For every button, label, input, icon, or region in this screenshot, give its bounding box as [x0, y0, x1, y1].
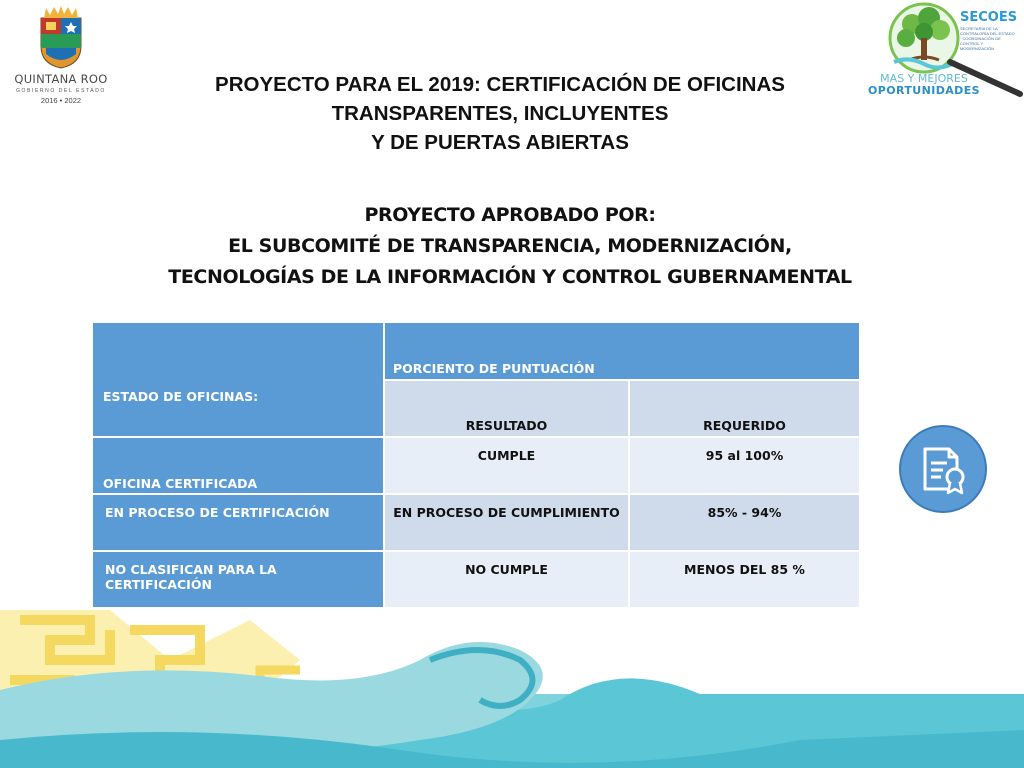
table-row-required: 85% - 94% [630, 495, 859, 550]
secoes-logo [868, 0, 1024, 104]
table-row-result: EN PROCESO DE CUMPLIMIENTO [385, 495, 628, 550]
state-name: QUINTANA ROO [14, 72, 108, 86]
state-shield-icon [36, 6, 86, 70]
table-header-result: RESULTADO [385, 381, 628, 436]
quintana-roo-logo [8, 4, 114, 108]
page-title [140, 70, 860, 157]
title-line-3: Y DE PUERTAS ABIERTAS [371, 131, 629, 154]
secoes-subtitle: SECRETARÍA DE LA CONTRALORÍA DEL ESTADO · COORDINACIÓN DE CONTROL Y MODERNIZACIÓN [960, 26, 1015, 51]
decorative-waves [0, 600, 1024, 768]
secoes-title: SECOES [960, 10, 1018, 25]
title-line-2: TRANSPARENTES, INCLUYENTES [331, 102, 669, 125]
approved-line-2: EL SUBCOMITÉ DE TRANSPARENCIA, MODERNIZACIÓN, [228, 235, 792, 257]
certification-table [92, 322, 860, 608]
table-row-state: OFICINA CERTIFICADA [93, 438, 383, 493]
title-line-1: PROYECTO PARA EL 2019: CERTIFICACIÓN DE OFICINAS [215, 73, 785, 96]
certificate-icon [899, 425, 987, 513]
slogan-line-2: OPORTUNIDADES [868, 84, 980, 97]
table-header-score: PORCIENTO DE PUNTUACIÓN [385, 323, 859, 379]
table-row-result: CUMPLE [385, 438, 628, 493]
table-row-required: 95 al 100% [630, 438, 859, 493]
table-row-result: NO CUMPLE [385, 552, 628, 607]
table-header-state: ESTADO DE OFICINAS: [93, 323, 383, 436]
table-row-state: NO CLASIFICAN PARA LA CERTIFICACIÓN [93, 552, 383, 607]
approved-line-1: PROYECTO APROBADO POR: [364, 204, 656, 226]
table-row-required: MENOS DEL 85 % [630, 552, 859, 607]
state-subtitle: GOBIERNO DEL ESTADO [16, 88, 106, 94]
table-row-state: EN PROCESO DE CERTIFICACIÓN [93, 495, 383, 550]
table-header-required: REQUERIDO [630, 381, 859, 436]
approved-by [120, 200, 900, 293]
slogan-line-1: MAS Y MEJORES [880, 72, 968, 85]
state-years: 2016 • 2022 [40, 96, 82, 105]
approved-line-3: TECNOLOGÍAS DE LA INFORMACIÓN Y CONTROL GUBERNAMENTAL [168, 266, 852, 288]
